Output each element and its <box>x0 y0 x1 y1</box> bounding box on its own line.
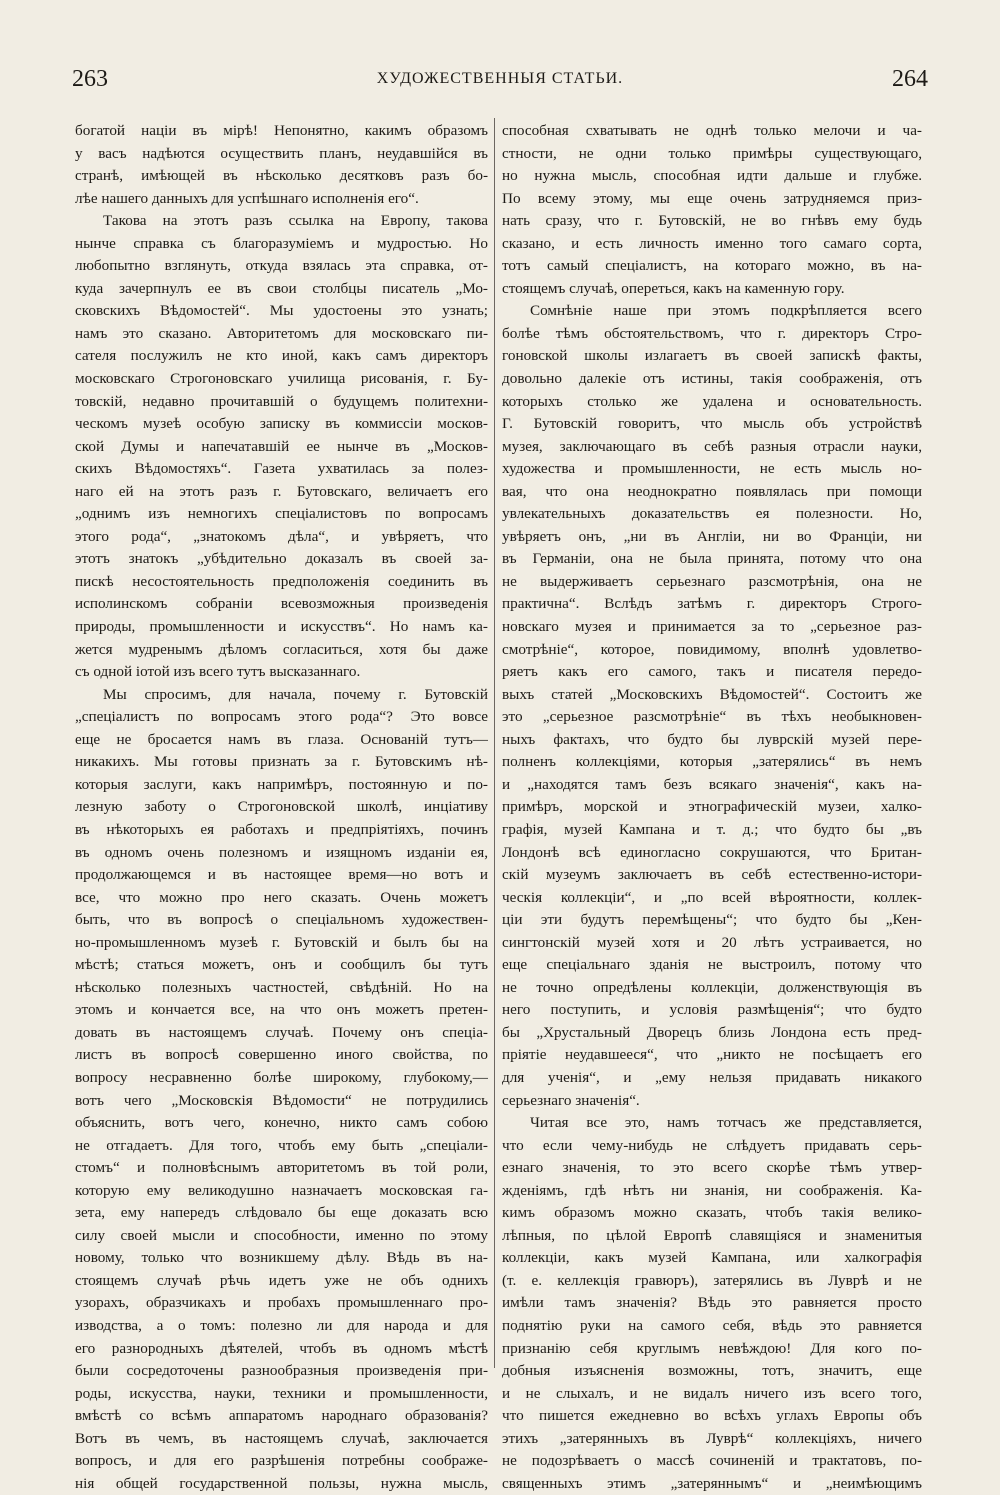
text-line: у васъ надѣются осуществить планъ, неудавшійся въ <box>75 144 488 162</box>
text-line: сателя послужилъ не кто иной, какъ самъ директоръ <box>75 347 488 365</box>
text-line: странѣ, имѣющей въ нѣсколько десятковъ разъ бо- <box>75 167 488 185</box>
text-line: роды, искусства, науки, техники и промышленности, <box>75 1384 488 1402</box>
text-line: быть, что въ вопросѣ о спеціальномъ художествен- <box>75 911 488 929</box>
text-line: листъ въ вопросѣ совершенно иного свойства, по <box>75 1046 488 1064</box>
text-line: ціи эти будутъ перемѣщены“; что будто бы „Кен- <box>502 911 922 929</box>
text-line: наго ей на этотъ разъ г. Бутовскаго, величаетъ его <box>75 482 488 500</box>
text-line: графія, музей Кампана и т. д.; что будто бы „въ <box>502 820 922 838</box>
text-line: ской Думы и напечатавшій ее нынче въ „Москов- <box>75 437 488 455</box>
text-line: новому, только что возникшему дѣлу. Вѣдь въ на- <box>75 1249 488 1267</box>
text-line: стомъ“ и полновѣснымъ авторитетомъ въ той роли, <box>75 1159 488 1177</box>
text-line: товскій, недавно прочитавшій о будущемъ политехни- <box>75 392 488 410</box>
text-line: этомъ и кончается все, на что онъ можетъ претен- <box>75 1001 488 1019</box>
text-line: съ одной іотой изъ всего тутъ высказаннаго. <box>75 663 361 681</box>
text-line: „спеціалистъ по вопросамъ этого рода“? Это вовсе <box>75 708 488 726</box>
text-line: лѣе нашего данныхъ для успѣшнаго исполненія его“. <box>75 189 419 207</box>
right-column <box>502 120 922 1495</box>
text-line: Мы спросимъ, для начала, почему г. Бутовскій <box>103 685 488 703</box>
text-line: него поступить, и условія размѣщенія“; что будто <box>502 1001 922 1019</box>
text-line: въ одномъ очень полезномъ и изящномъ изданіи ея, <box>75 843 488 861</box>
text-line: нія общей государственной пользы, нужна мысль, <box>75 1474 488 1492</box>
text-line: пріятіе неудавшееся“, что „никто не посѣщаетъ его <box>502 1046 922 1064</box>
text-line: Г. Бутовскій говоритъ, что мысль объ устройствѣ <box>502 415 922 433</box>
text-line: увлекательныхъ доказательствъ ея полезности. Но, <box>502 505 922 523</box>
text-line: (т. е. келлекція гравюръ), затерялись въ Луврѣ и не <box>502 1271 922 1289</box>
text-line: практична“. Вслѣдъ затѣмъ г. директоръ Строго- <box>502 595 922 613</box>
text-line: природы, промышленности и искусствъ“. Но намъ ка- <box>75 618 488 636</box>
text-line: его разнородныхъ дѣятелей, чтобъ въ одномъ мѣстѣ <box>75 1339 488 1357</box>
text-line: что пишется ежедневно во всѣхъ углахъ Европы объ <box>502 1407 922 1425</box>
text-line: смотрѣніе“, которое, повидимому, вполнѣ удовлетво- <box>502 640 922 658</box>
text-line: вопросъ, и для его разрѣшенія потребны соображе- <box>75 1452 488 1470</box>
page-number-right: 264 <box>892 66 928 92</box>
text-line: музея, заключающаго въ себѣ разныя отрасли науки, <box>502 437 922 455</box>
text-line: не подозрѣваетъ о массѣ сочиненій и трактатовъ, по- <box>502 1452 922 1470</box>
text-line: которыя заслуги, какъ напримѣръ, постоянную и по- <box>75 775 488 793</box>
text-line: любопытно взглянуть, откуда взялась эта справка, от- <box>75 257 488 275</box>
text-line: тотъ самый спеціалистъ, на котораго можно, въ на- <box>502 257 922 275</box>
running-title: ХУДОЖЕСТВЕННЫЯ СТАТЬИ. <box>376 70 624 87</box>
text-line: для ученія“, и „ему нельзя придавать никакого <box>502 1068 922 1086</box>
text-line: не точно опредѣлены коллекціи, долженствующія въ <box>502 978 922 996</box>
text-line: пискѣ несостоятельность предположенія соединить въ <box>75 572 488 590</box>
left-column <box>75 120 488 1495</box>
text-line: добныя изъясненія возможны, тотъ, значитъ, еще <box>502 1362 922 1380</box>
text-line: выхъ статей „Московскихъ Вѣдомостей“. Состоитъ же <box>502 685 922 703</box>
text-line: вмѣстѣ со всѣмъ аппаратомъ народнаго образованія? <box>75 1407 488 1425</box>
column-divider <box>494 118 495 1368</box>
text-line: Читая все это, намъ тотчасъ же представляется, <box>530 1114 922 1132</box>
text-line: узорахъ, образчикахъ и пробахъ промышленнаго про- <box>75 1294 488 1312</box>
text-line: кимъ образомъ можно сказать, чтобъ такія велико- <box>502 1204 922 1222</box>
text-line: не отгадаетъ. Для того, чтобъ ему быть „спеціали- <box>75 1136 488 1154</box>
text-line: продолжающемся и въ настоящее время—но вотъ и <box>75 866 488 884</box>
text-line: этого рода“, „знатокомъ дѣла“, и увѣряетъ, что <box>75 527 488 545</box>
page-number-left: 263 <box>72 66 108 92</box>
text-line: еще не бросается намъ въ глаза. Основаній тутъ— <box>75 730 488 748</box>
text-line: лезную заботу о Строгоновской школѣ, инціативу <box>75 798 488 816</box>
text-line: изводства, а о томъ: полезно ли для народа и для <box>75 1316 488 1334</box>
text-line: стоящемъ случаѣ рѣчь идетъ уже не объ однихъ <box>75 1271 488 1289</box>
text-line: которую ему великодушно назначаетъ московская га- <box>75 1181 488 1199</box>
text-line: нѣсколько полезныхъ частностей, свѣдѣній. Но на <box>75 978 488 996</box>
text-line: въ нѣкоторыхъ ея работахъ и предпріятіяхъ, починъ <box>75 820 488 838</box>
text-line: священныхъ этимъ „затеряннымъ“ и „неимѣющимъ <box>502 1474 922 1492</box>
text-line: способная схватывать не однѣ только мелочи и ча- <box>502 122 922 139</box>
text-line: исполинскомъ собраніи всевозможныя произведенія <box>75 595 488 613</box>
text-line: вопросу несравненно болѣе широкому, глубокому,— <box>75 1068 488 1086</box>
text-line: вотъ чего „Московскія Вѣдомости“ не потрудились <box>75 1091 488 1109</box>
text-line: Вотъ въ чемъ, въ настоящемъ случаѣ, заключается <box>75 1429 488 1447</box>
running-header <box>72 58 928 98</box>
text-line: силу своей мысли и способности, именно по этому <box>75 1226 488 1244</box>
text-line: зета, ему напередъ слѣдовало бы еще доказать всю <box>75 1204 488 1222</box>
text-line: примѣръ, морской и этнографическій музеи, халко- <box>502 798 922 816</box>
text-line: увѣряетъ онъ, „ни въ Англіи, ни во Франціи, ни <box>502 527 922 545</box>
text-line: коллекціи, какъ музей Кампана, или халкографія <box>502 1249 922 1267</box>
text-line: что если чему-нибудь не слѣдуетъ придавать серь- <box>502 1136 922 1154</box>
text-line: езнаго значенія, то это всего скорѣе тѣмъ утвер- <box>502 1159 922 1177</box>
text-line: болѣе тѣмъ обстоятельствомъ, что г. директоръ Стро- <box>502 324 922 342</box>
text-line: нынче справка съ благоразуміемъ и мудростью. Но <box>75 234 488 252</box>
text-line: вая, что она неоднократно появлялась при помощи <box>502 482 922 500</box>
text-line: Лондонѣ всѣ единогласно сокрушаются, что Британ- <box>502 843 922 861</box>
text-line: еще спеціальнаго зданія не выстроилъ, потому что <box>502 956 922 974</box>
text-line: и „находятся тамъ безъ всякаго значенія“, какъ на- <box>502 775 922 793</box>
text-line: сковскихъ Вѣдомостей“. Мы удостоены это узнать; <box>75 302 488 320</box>
text-line: это „серьезное разсмотрѣніе“ въ тѣхъ необыкновен- <box>502 708 922 726</box>
text-line: лѣпныя, по цѣлой Европѣ славящіяся и знаменитыя <box>502 1226 922 1244</box>
text-line: бы „Хрустальный Дворецъ близь Лондона есть пред- <box>502 1023 922 1041</box>
text-line: довать въ настоящемъ случаѣ. Почему онъ спеціа- <box>75 1023 488 1041</box>
text-line: скихъ Вѣдомостяхъ“. Газета ухватилась за полез- <box>75 460 488 478</box>
text-line: серьезнаго значенія“. <box>502 1091 640 1109</box>
text-line: и не слыхалъ, и не видалъ ничего изъ всего того, <box>502 1384 922 1402</box>
text-line: скій музеумъ заключаетъ въ себѣ естественно-истори- <box>502 866 922 884</box>
text-line: „однимъ изъ немногихъ спеціалистовъ по вопросамъ <box>75 505 488 523</box>
text-line: которыхъ столько же удалена и основательность. <box>502 392 922 410</box>
text-line: стности, не одни только примѣры существующаго, <box>502 144 922 162</box>
text-line: этотъ знатокъ „убѣдительно доказалъ въ своей за- <box>75 550 488 568</box>
text-line: мѣстѣ; статься можетъ, онъ и сообщилъ бы тутъ <box>75 956 488 974</box>
text-line: жденіямъ, гдѣ нѣтъ ни знанія, ни соображенія. Ка- <box>502 1181 922 1199</box>
text-line: полненъ коллекціями, которыя „затерялись“ въ немъ <box>502 753 922 771</box>
text-line: были сосредоточены разнообразныя произведенія при- <box>75 1362 488 1380</box>
text-line: намъ это сказано. Авторитетомъ для московскаго пи- <box>75 324 488 342</box>
text-line: все, что можно про него сказать. Очень можетъ <box>75 888 488 906</box>
text-line: нать сразу, что г. Бутовскій, не во гнѣвъ ему будь <box>502 212 922 230</box>
text-line: въ Германіи, она не была принята, потому что она <box>502 550 922 568</box>
text-line: ческія коллекціи“, и „по всей вѣроятности, коллек- <box>502 888 922 906</box>
text-line: не выдерживаетъ серьезнаго разсмотрѣнія, она не <box>502 572 922 590</box>
text-line: ныхъ фактахъ, что будто бы луврскій музей пере- <box>502 730 922 748</box>
text-line: имѣли тамъ значенія? Вѣдь это равняется просто <box>502 1294 922 1312</box>
text-line: этихъ „затерянныхъ въ Луврѣ“ коллекціяхъ, ничего <box>502 1429 922 1447</box>
text-line: признанію себя круглымъ невѣждою! Для кого по- <box>502 1339 922 1357</box>
text-line: гоновской школы излагаетъ въ своей запискѣ факты, <box>502 347 922 365</box>
text-line: ческомъ музеѣ особую записку въ коммиссіи москов- <box>75 415 488 433</box>
text-line: новскаго музея и принимается за то „серьезное раз- <box>502 618 922 636</box>
text-line: сингтонскій музей хотя и 20 лѣтъ устраивается, но <box>502 933 922 951</box>
text-line: никакихъ. Мы готовы признать за г. Бутовскимъ нѣ- <box>75 753 488 771</box>
text-line: По всему этому, мы еще очень затрудняемся приз- <box>502 189 922 207</box>
text-line: сказано, и есть личность именно того самаго сорта, <box>502 234 922 252</box>
text-line: Такова на этотъ разъ ссылка на Европу, такова <box>103 212 488 230</box>
text-line: жется мудренымъ дѣломъ согласиться, хотя бы даже <box>75 640 488 658</box>
text-line: московскаго Строгоновскаго училища рисованія, г. Бу- <box>75 370 488 388</box>
text-line: богатой націи въ мірѣ! Непонятно, какимъ образомъ <box>75 122 488 139</box>
text-line: довольно далекіе отъ истины, такія соображенія, отъ <box>502 370 922 388</box>
text-line: художества и промышленности, не есть мысль но- <box>502 460 922 478</box>
text-line: поднятію руки на самого себя, вѣдь это равняется <box>502 1316 922 1334</box>
text-line: но-промышленномъ музеѣ г. Бутовскій и былъ бы на <box>75 933 488 951</box>
text-line: но нужна мысль, способная идти дальше и глубже. <box>502 167 922 185</box>
text-line: стоящемъ случаѣ, опереться, какъ на каменную гору. <box>502 279 845 297</box>
text-line: куда зачерпнулъ ее въ свои столбцы писатель „Мо- <box>75 279 488 297</box>
text-line: Сомнѣніе наше при этомъ подкрѣпляется всего <box>530 302 922 320</box>
text-line: ряетъ какъ его самого, такъ и писателя передо- <box>502 663 922 681</box>
text-line: объяснить, вотъ чего, конечно, никто самъ собою <box>75 1114 488 1132</box>
